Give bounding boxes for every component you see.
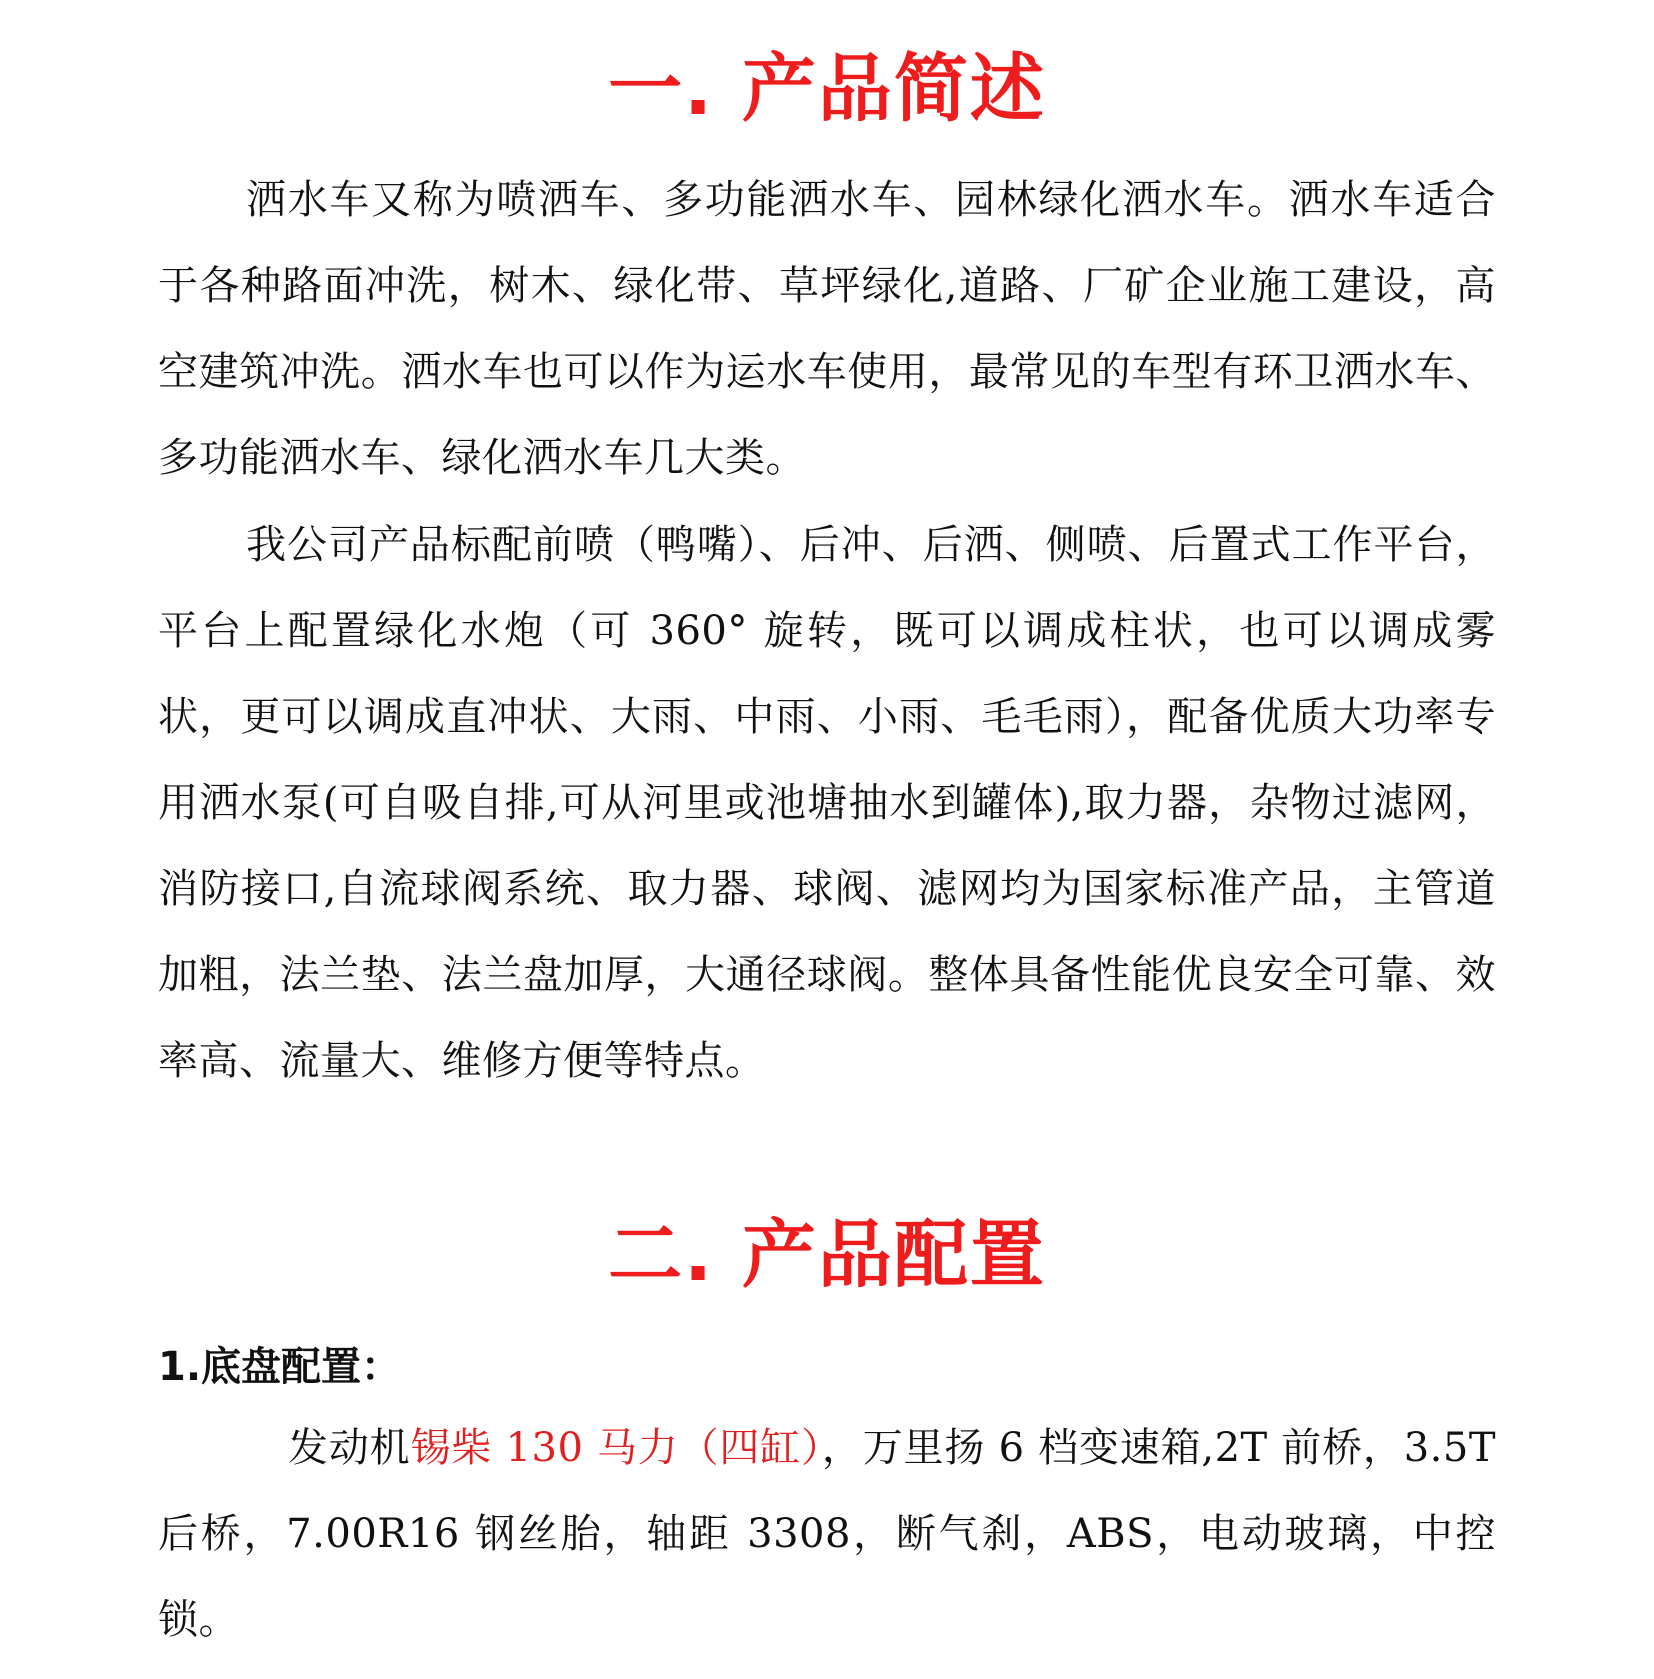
engine-highlight-text: 锡柴 130 马力（四缸） — [410, 1425, 822, 1471]
chassis-text-prefix: 发动机 — [288, 1425, 411, 1471]
section-title-product-configuration: 二. 产品配置 — [608, 1212, 1046, 1298]
section-title-product-overview: 一. 产品简述 — [608, 46, 1046, 132]
subheading-chassis-configuration: 1.底盘配置： — [158, 1344, 402, 1390]
chassis-configuration-paragraph — [158, 1405, 1496, 1663]
chassis-text-suffix: ，万里扬 6 档变速箱,2T 前桥，3.5T 后桥，7.00R16 钢丝胎，轴距 3308，断气刹，ABS，电动玻璃，中控锁。 — [158, 1425, 1497, 1643]
overview-paragraph-1: 洒水车又称为喷洒车、多功能洒水车、园林绿化洒水车。洒水车适合于各种路面冲洗，树木、绿化带、草坪绿化,道路、厂矿企业施工建设，高空建筑冲洗。洒水车也可以作为运水车使用，最常见的车型有环卫洒水车、多功能洒水车、绿化洒水车几大类。 — [158, 177, 1496, 481]
overview-paragraph-2: 我公司产品标配前喷（鸭嘴）、后冲、后洒、侧喷、后置式工作平台，平台上配置绿化水炮（可 360° 旋转，既可以调成柱状，也可以调成雾状，更可以调成直冲状、大雨、中雨、小雨、毛毛雨），配备优质大功率专用洒水泵(可自吸自排,可从河里或池塘抽水到罐体),取力器，杂物过滤网，消防接口,自流球阀系统、取力器、球阀、滤网均为国家标准产品，主管道加粗，法兰垫、法兰盘加厚，大通径球阀。整体具备性能优良安全可靠、效率高、流量大、维修方便等特点。 — [158, 522, 1496, 1084]
